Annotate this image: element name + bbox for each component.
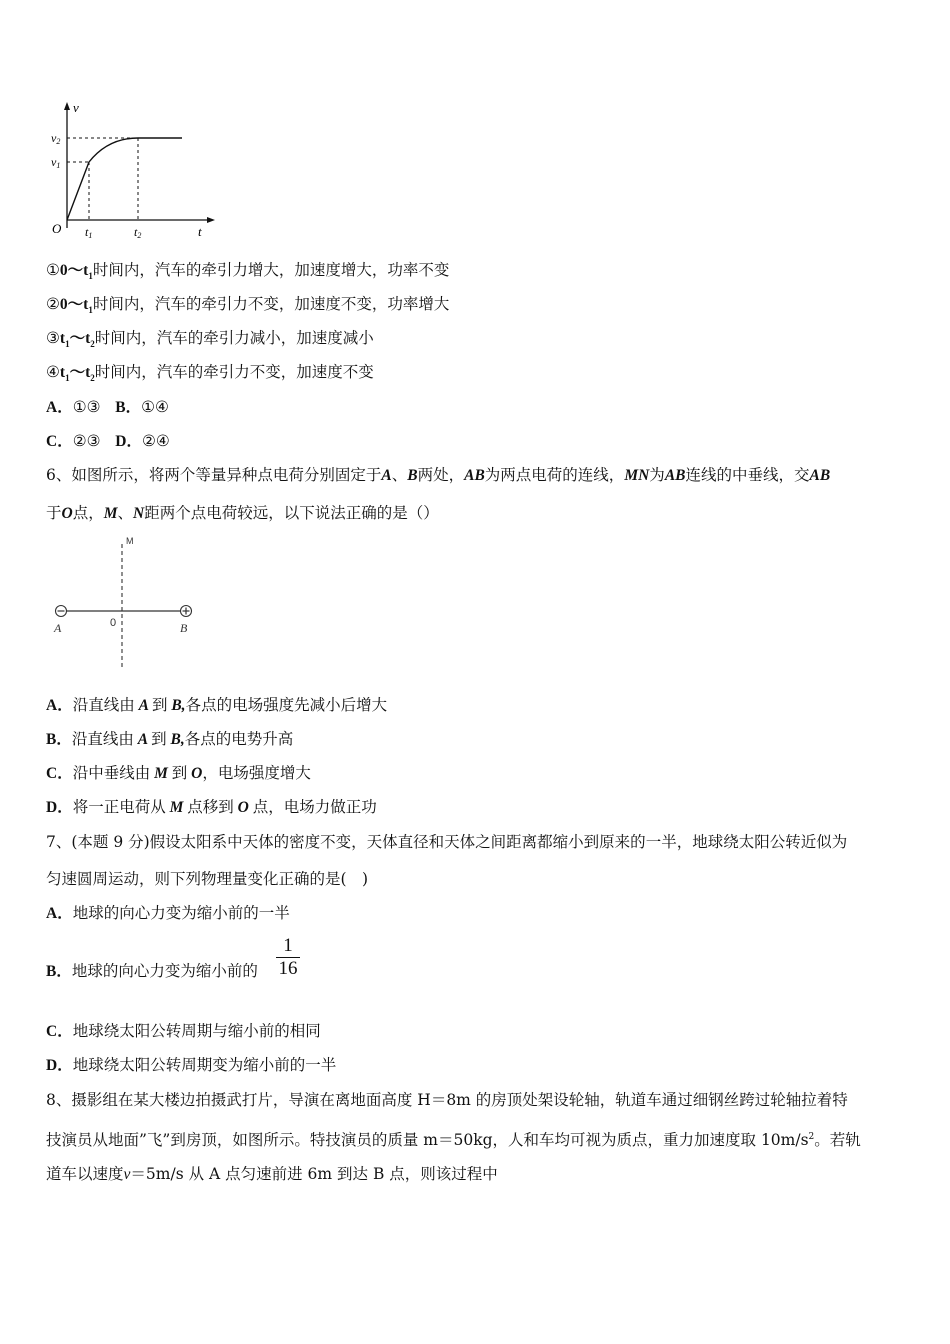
origin-label: O	[52, 221, 62, 236]
charge-figure	[46, 532, 206, 672]
fraction-numerator: 1	[283, 935, 293, 956]
q5-item-2: $②0\sim t_1$时间内，汽车的牵引力不变，加速度不变，功率增大	[46, 295, 450, 316]
label-o: 0	[110, 617, 117, 629]
v1-sub: 1	[56, 161, 61, 170]
fraction-denominator: 16	[278, 958, 298, 979]
q8-stem-line2: 技演员从地面”飞”到房顶，如图所示。特技演员的质量 m＝50kg，人和车均可视为质点，重力加速度取 $10m/s^2$。若轨	[46, 1131, 861, 1150]
q7-stem-line1: 7、(本题 9 分)假设太阳系中天体的密度不变，天体直径和天体之间距离都缩小到原来的一半，地球绕太阳公转近似为	[46, 833, 848, 851]
q6-option-d: D．将一正电荷从 M 点移到 O 点，电场力做正功	[46, 798, 377, 816]
y-axis-label: v	[73, 100, 79, 115]
vt-graph	[46, 100, 221, 245]
fraction-one-sixteenth	[276, 936, 300, 979]
v2-label: v	[51, 131, 57, 145]
label-m: M	[126, 536, 134, 546]
v2-sub: 2	[56, 137, 61, 146]
q6-option-b: B．沿直线由 A 到 B,各点的电势升高	[46, 730, 294, 748]
t1-label: t	[85, 225, 89, 239]
q7-stem-line2: 匀速圆周运动，则下列物理量变化正确的是( )	[46, 870, 369, 888]
x-axis-arrow	[207, 217, 215, 223]
velocity-curve	[67, 138, 182, 220]
q8-stem-line1: 8、摄影组在某大楼边拍摄武打片，导演在离地面高度 H＝8m 的房顶处架设轮轴，轨道车通过细钢丝跨过轮轴拉着特	[46, 1091, 848, 1109]
q7-option-b: B．地球的向心力变为缩小前的	[46, 962, 258, 980]
q6-stem-line2: 于O点，M、N距两个点电荷较远，以下说法正确的是（）	[46, 504, 439, 522]
q5-item-3: $③t_1\sim t_2$时间内，汽车的牵引力减小，加速度减小	[46, 329, 374, 350]
q5-item-1: $①0\sim t_1$时间内，汽车的牵引力增大，加速度增大，功率不变	[46, 261, 450, 282]
y-axis-arrow	[64, 102, 70, 110]
q5-options-ab: A．①③ B．①④	[46, 398, 169, 416]
q6-option-a: A．沿直线由 A 到 B,各点的电场强度先减小后增大	[46, 696, 388, 714]
x-axis-label: t	[198, 224, 202, 239]
t2-sub: 2	[137, 231, 142, 240]
q6-stem-line1: 6、如图所示，将两个等量异种点电荷分别固定于A、B两处，AB为两点电荷的连线，MN为AB连线的中垂线，交AB	[46, 466, 831, 484]
t1-sub: 1	[88, 231, 93, 240]
q5-options-cd: C．②③ D．②④	[46, 432, 170, 450]
q6-option-c: C．沿中垂线由 M 到 O，电场强度增大	[46, 764, 311, 782]
svg-text:t2	[134, 225, 141, 240]
v1-label: v	[51, 155, 57, 169]
label-b: B	[180, 621, 188, 635]
q7-option-d: D．地球绕太阳公转周期变为缩小前的一半	[46, 1056, 337, 1074]
label-a: A	[54, 621, 62, 635]
q7-option-c: C．地球绕太阳公转周期与缩小前的相同	[46, 1022, 321, 1040]
svg-text:t1	[85, 225, 92, 240]
q5-item-4: $④t_1\sim t_2$时间内，汽车的牵引力不变，加速度不变	[46, 363, 374, 384]
svg-text:v2	[51, 131, 60, 146]
svg-text:v1	[51, 155, 60, 170]
q8-stem-line3: 道车以速度v＝5m/s 从 A 点匀速前进 6m 到达 B 点，则该过程中	[46, 1165, 498, 1183]
t2-label: t	[134, 225, 138, 239]
q7-option-a: A．地球的向心力变为缩小前的一半	[46, 904, 290, 922]
